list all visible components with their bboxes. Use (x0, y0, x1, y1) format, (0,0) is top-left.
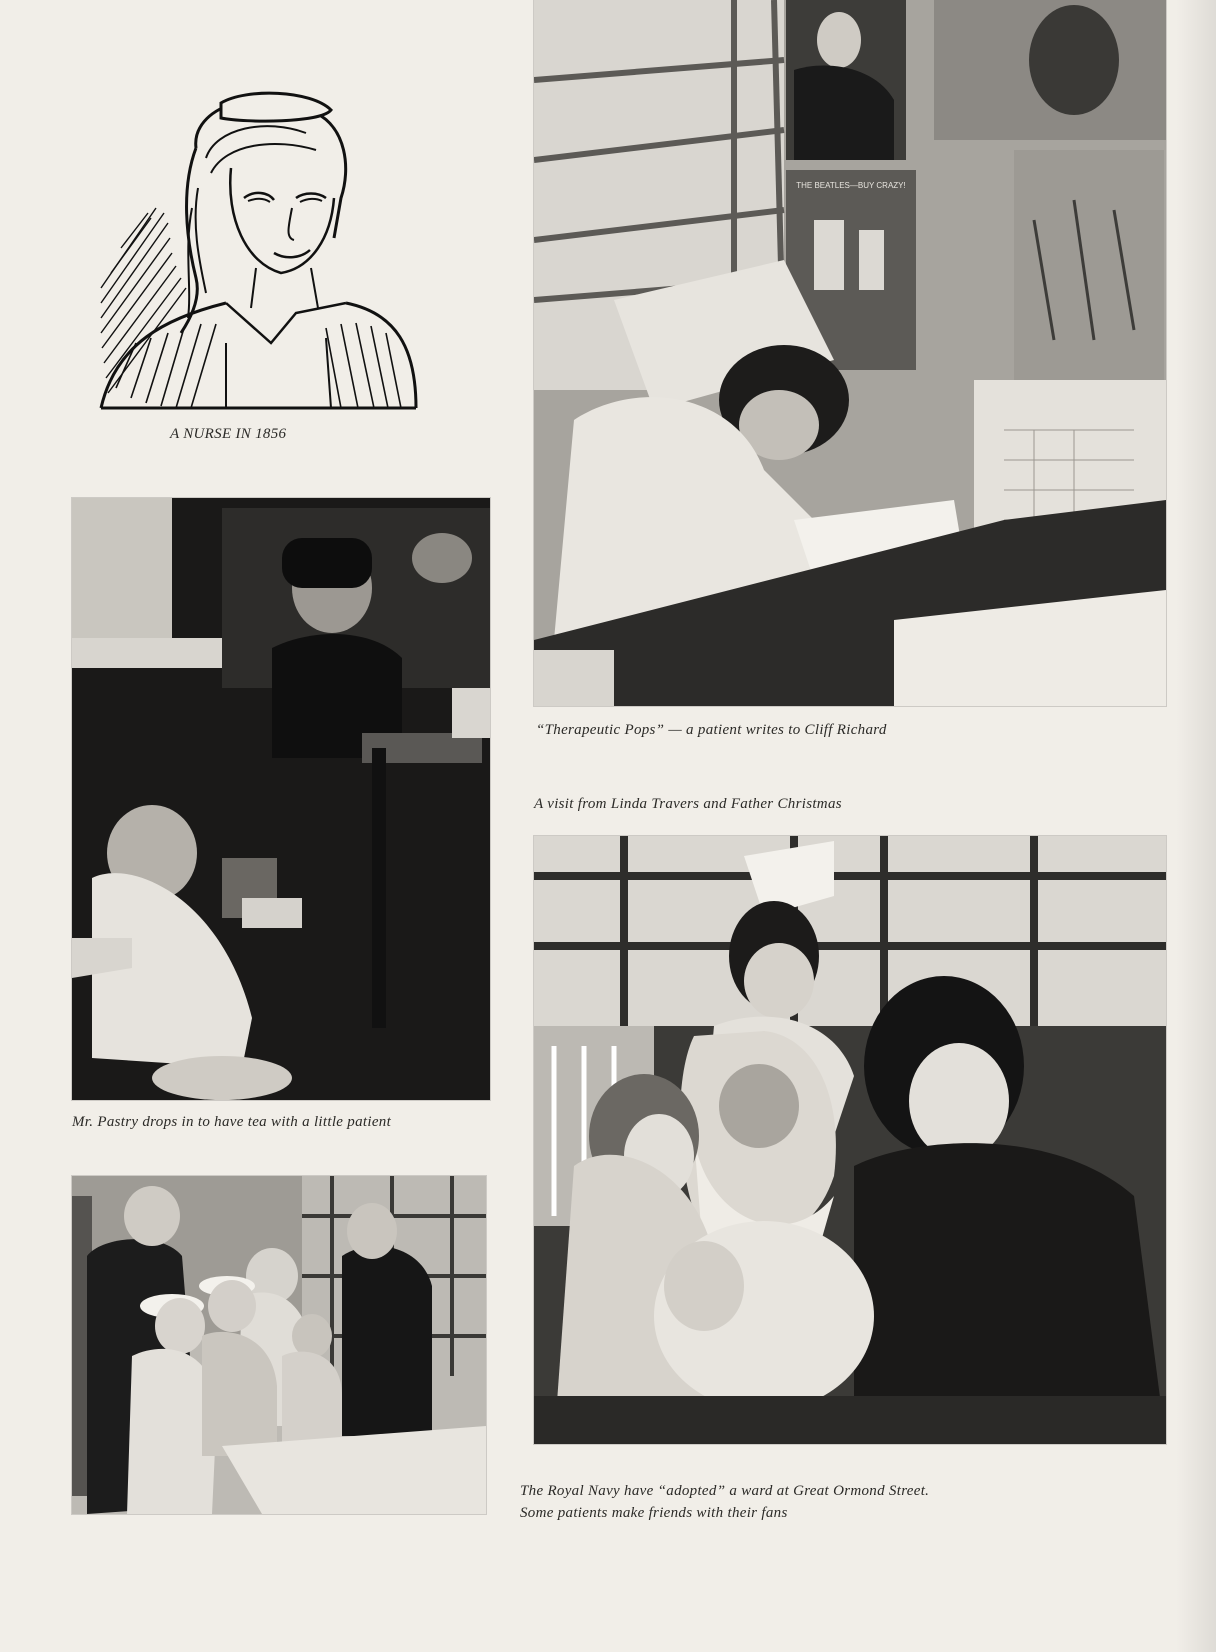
royal-navy-photo (72, 1176, 486, 1514)
christmas-visit-photo (534, 836, 1166, 1444)
royal-navy-caption-line-1: The Royal Navy have “adopted” a ward at Great Ormond Street. (520, 1483, 930, 1499)
nurse-sketch-illustration (96, 88, 442, 442)
page-edge-shadow (1176, 0, 1216, 1652)
mr-pastry-photo (72, 498, 490, 1100)
therapeutic-pops-caption: “Therapeutic Pops” — a patient writes to Cliff Richard (536, 722, 887, 738)
beatles-poster-text: THE BEATLES—BUY CRAZY! (796, 181, 906, 190)
mr-pastry-caption: Mr. Pastry drops in to have tea with a little patient (72, 1114, 392, 1130)
nurse-sketch-caption: A NURSE IN 1856 (170, 426, 287, 442)
christmas-visit-caption: A visit from Linda Travers and Father Christmas (534, 796, 842, 812)
royal-navy-caption (520, 1480, 929, 1524)
therapeutic-pops-photo (534, 0, 1166, 706)
royal-navy-caption-line-2: Some patients make friends with their fans (520, 1505, 788, 1521)
